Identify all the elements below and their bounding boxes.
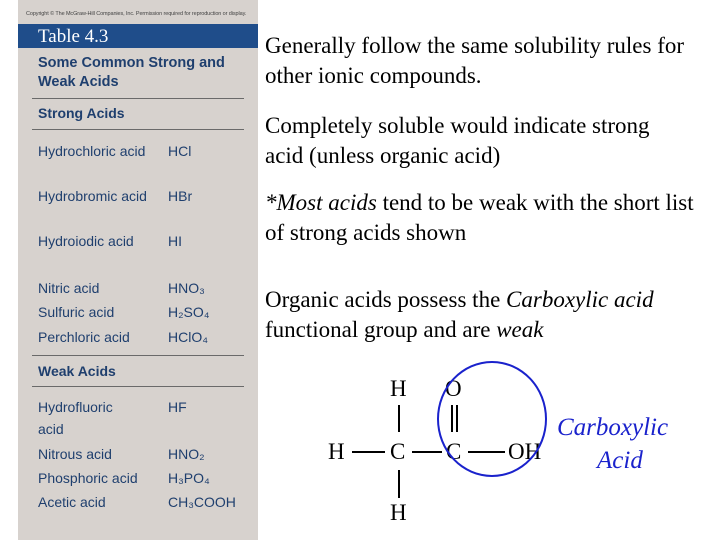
table-title-bar <box>18 24 258 48</box>
caption-divider <box>32 98 244 99</box>
atom-c-right: C <box>446 439 462 464</box>
most-acids-emphasis: *Most acids <box>265 190 377 215</box>
bond-c-c <box>412 451 442 453</box>
atom-o-top: O <box>445 376 462 401</box>
weak-acids-heading: Weak Acids <box>38 363 116 379</box>
acid-name: Hydrobromic acid <box>38 188 147 204</box>
weak-acids-text: tend to be weak with the short list of strong acids shown <box>265 190 694 245</box>
acid-name: Hydrochloric acid <box>38 143 146 159</box>
acid-name: Hydrofluoric acid <box>38 399 113 437</box>
acid-name: Perchloric acid <box>38 329 130 345</box>
acid-name: Nitrous acid <box>38 446 112 462</box>
acid-name: Hydroiodic acid <box>38 233 134 249</box>
bond-c-h-bottom <box>398 470 400 498</box>
paragraph-weak-acids <box>265 188 710 248</box>
atom-h-left: H <box>328 439 345 464</box>
acid-formula: CH₃COOH <box>168 494 236 510</box>
organic-text: Organic acids possess the <box>265 287 507 312</box>
carboxylic-label: Carboxylic <box>557 414 669 441</box>
atom-c-left: C <box>390 439 406 464</box>
functional-group-text: functional group and are <box>265 317 497 342</box>
paragraph-strong-acid: Completely soluble would indicate strong acid (unless organic acid) <box>265 113 650 168</box>
paragraph-organic-acids <box>265 285 715 345</box>
bond-h-c <box>352 451 385 453</box>
atom-h-top: H <box>390 376 407 401</box>
acid-formula: H₂SO₄ <box>168 304 210 320</box>
paragraph-solubility: Generally follow the same solubility rules for other ionic compounds. <box>265 33 685 88</box>
acid-name: Sulfuric acid <box>38 304 115 320</box>
table-title: Table 4.3 <box>38 26 109 47</box>
weak-heading-divider <box>32 386 244 387</box>
weak-top-divider <box>32 355 244 356</box>
acid-table-panel <box>18 0 258 540</box>
table-caption: Some Common Strong and Weak Acids <box>38 55 225 90</box>
strong-heading-divider <box>32 129 244 130</box>
atom-oh: OH <box>508 439 542 464</box>
acid-name: Nitric acid <box>38 280 100 296</box>
weak-emphasis: weak <box>496 317 544 342</box>
bond-c-h-top <box>398 405 400 432</box>
atom-h-bottom: H <box>390 500 407 525</box>
acid-formula: H₃PO₄ <box>168 470 210 486</box>
strong-acids-heading: Strong Acids <box>38 105 125 121</box>
acid-formula: HNO₃ <box>168 280 205 296</box>
acid-formula: HF <box>168 399 187 415</box>
carboxyl-highlight-circle <box>437 361 547 477</box>
acid-formula: HNO₂ <box>168 446 205 462</box>
carboxylic-emphasis: Carboxylic acid <box>506 287 654 312</box>
acid-formula: HI <box>168 233 182 249</box>
acid-formula: HCl <box>168 143 192 159</box>
acid-name: Acetic acid <box>38 494 106 510</box>
acid-label: Acid <box>597 447 643 474</box>
acid-formula: HBr <box>168 188 193 204</box>
acid-formula: HClO₄ <box>168 329 208 345</box>
copyright-notice: Copyright © The McGraw-Hill Companies, Inc. Permission required for reproduction or display. <box>26 11 247 17</box>
acid-name: Phosphoric acid <box>38 470 138 486</box>
